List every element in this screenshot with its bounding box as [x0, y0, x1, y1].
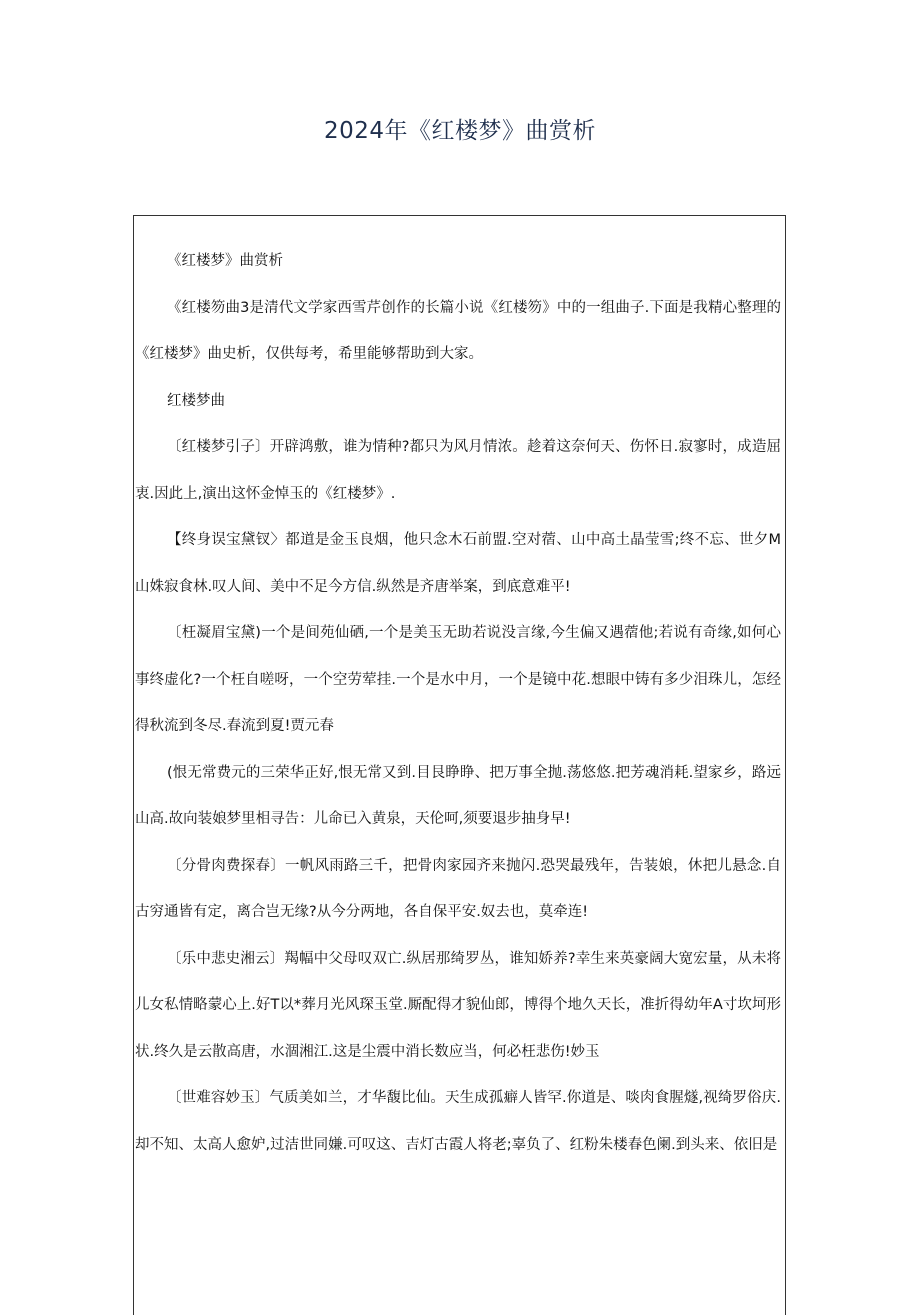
paragraph: 〔分骨肉费探春〕一帆风雨路三千，把骨肉家园齐来抛闪.恐哭最残年，告装娘，休把儿悬念.自古穷通皆有定，离合岂无缘?从今分两地，各自保平安.奴去也，莫牵连!: [135, 857, 781, 920]
paragraph: 《红楼梦》曲赏析: [167, 253, 283, 269]
paragraph: 红楼梦曲: [167, 392, 225, 409]
document-body-frame: [133, 215, 786, 1315]
paragraph: (恨无常费元的三荣华正好,恨无常又到.目艮睁睁、把万事全抛.荡悠悠.把芳魂消耗.望家乡，路远山高.故向装娘梦里相寻告：儿命已入黄泉，天伦呵,须要退步抽身早!: [135, 764, 781, 827]
paragraph: 〔枉凝眉宝黛)一个是间苑仙硒,一个是美玉无助若说没言缘,今生偏又遇蓿他;若说有奇缘,如何心事终虚化?一个枉自嗟呀，一个空劳荤挂.一个是水中月，一个是镜中花.想眼中铸有多少泪珠儿，怎经得秋流到冬尽.春流到夏!贾元春: [135, 625, 781, 734]
page-title: 2024年《红楼梦》曲赏析: [323, 118, 597, 144]
document-body: [135, 216, 785, 1168]
paragraph: 〔世难容妙玉〕气质美如兰，才华馥比仙。天生成孤癖人皆罕.你道是、啖肉食腥燧,视绮罗俗庆.却不知、太高人愈妒,过洁世同嫌.可叹这、吉灯古霞人将老;辜负了、红粉朱楼春色阑.到头来、依旧是: [135, 1090, 781, 1153]
paragraph: 【终身误宝黛钗〉都道是金玉良烟，他只念木石前盟.空对蓿、山中高土晶莹雪;终不忘、世夕M山姝寂食林.叹人间、美中不足今方信.纵然是齐唐举案，到底意难平!: [135, 532, 781, 595]
paragraph: 〔乐中悲史湘云〕羯幅中父母叹双亡.纵居那绮罗丛，谁知娇养?幸生来英豪阔大宽宏量，从未将儿女私情略蒙心上.好T以*葬月光风琛玉堂.厮配得才貌仙郎，博得个地久天长，准折得幼年A寸坎坷形状.终久是云散高唐，水涸湘江.这是尘震中消长数应当，何必枉悲伤!妙玉: [135, 950, 781, 1060]
paragraph: 《红楼笏曲3是清代文学家西雪芹创作的长篇小说《红楼笏》中的一组曲子.下面是我精心整理的《红楼梦》曲史析，仅供每考，希里能够帮助到大家。: [135, 299, 781, 362]
paragraph: 〔红楼梦引子〕开辟鸿敷，谁为情种?都只为风月情浓。趁着这奈何天、伤怀日.寂寥时，成造屈衷.因此上,演出这怀金悼玉的《红楼梦》.: [135, 439, 781, 502]
